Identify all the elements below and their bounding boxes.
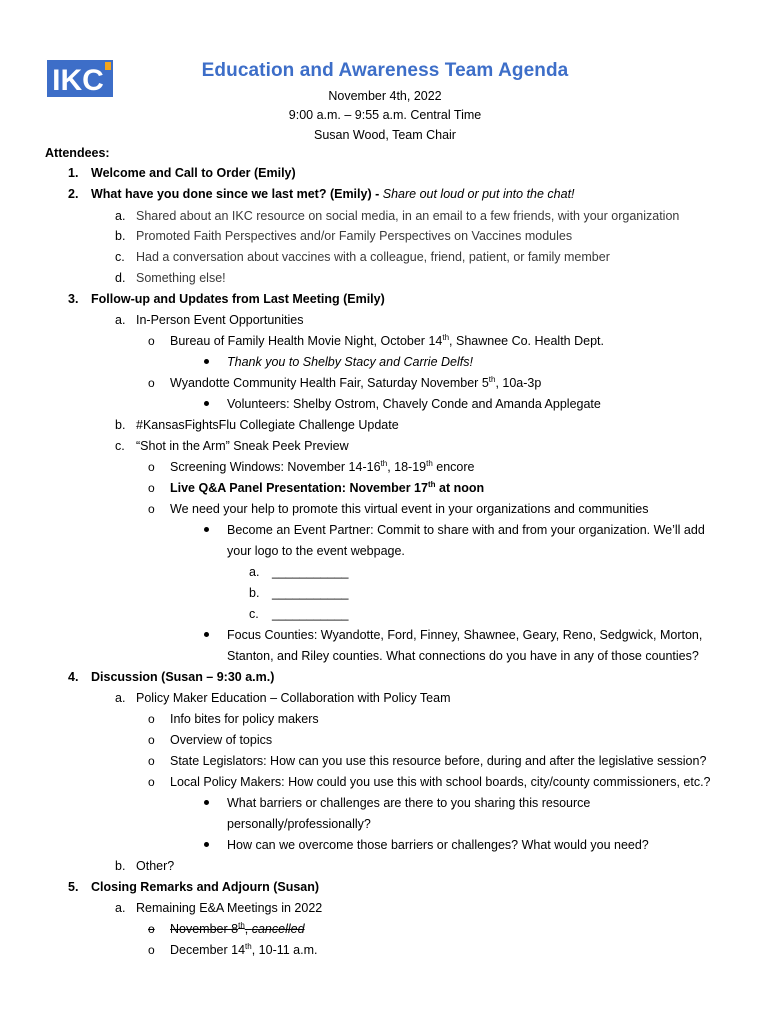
item-2b-letter: b. xyxy=(115,229,126,243)
item-2-text: What have you done since we last met? (Emily) - xyxy=(91,187,383,201)
blank-a-line: ___________ xyxy=(272,565,349,579)
item-4a-o2: Overview of topics xyxy=(170,733,273,747)
blank-c-line: ___________ xyxy=(272,607,349,621)
item-3a-o2-bullet: Volunteers: Shelby Ostrom, Chavely Conde and Amanda Applegate xyxy=(227,397,601,411)
logo-text: IKC xyxy=(52,64,104,97)
blank-b-letter: b. xyxy=(249,586,260,600)
circle-bullet: o xyxy=(148,733,155,747)
item-3a-letter: a. xyxy=(115,313,126,327)
item-3c-o2: Live Q&A Panel Presentation: November 17th at noon xyxy=(170,479,485,495)
circle-bullet: o xyxy=(148,502,155,516)
item-2c-text: Had a conversation about vaccines with a colleague, friend, patient, or family member xyxy=(136,250,610,264)
item-2d-text: Something else! xyxy=(136,271,226,285)
item-3c-bullet-2b: Stanton, and Riley counties. What connections do you have in any of those counties? xyxy=(227,649,699,663)
circle-bullet: o xyxy=(148,922,155,936)
item-4a-o1: Info bites for policy makers xyxy=(170,712,319,726)
item-4a-o4: Local Policy Makers: How could you use this with school boards, city/county commissioners, etc.? xyxy=(170,775,711,789)
item-3a-o2: Wyandotte Community Health Fair, Saturday November 5th, 10a-3p xyxy=(170,374,542,390)
item-2-line xyxy=(91,186,575,202)
item-3c-text: “Shot in the Arm” Sneak Peek Preview xyxy=(136,439,349,453)
item-3c-letter: c. xyxy=(115,439,125,453)
item-3b-letter: b. xyxy=(115,418,126,432)
item-2a-text: Shared about an IKC resource on social media, in an email to a few friends, with your organization xyxy=(136,209,680,223)
item-2-italic: Share out loud or put into the chat! xyxy=(382,187,575,201)
circle-bullet: o xyxy=(148,460,155,474)
item-4a-bullet-1b: personally/professionally? xyxy=(227,817,371,831)
circle-bullet: o xyxy=(148,943,155,957)
item-3-text: Follow-up and Updates from Last Meeting (Emily) xyxy=(91,292,385,306)
bullet-dot xyxy=(204,359,209,364)
circle-bullet: o xyxy=(148,334,155,348)
bullet-dot xyxy=(204,401,209,406)
item-4a-bullet-2: How can we overcome those barriers or challenges? What would you need? xyxy=(227,838,649,852)
item-4a-text: Policy Maker Education – Collaboration with Policy Team xyxy=(136,691,451,705)
meeting-date: November 4th, 2022 xyxy=(328,89,442,103)
circle-bullet: o xyxy=(148,712,155,726)
attendees-label: Attendees: xyxy=(45,146,110,160)
circle-bullet: o xyxy=(148,754,155,768)
circle-bullet: o xyxy=(148,775,155,789)
item-2b-text: Promoted Faith Perspectives and/or Family Perspectives on Vaccines modules xyxy=(136,229,573,243)
item-4b-text: Other? xyxy=(136,859,175,873)
item-2c-letter: c. xyxy=(115,250,125,264)
blank-b-line: ___________ xyxy=(272,586,349,600)
item-1-text: Welcome and Call to Order (Emily) xyxy=(91,166,296,180)
blank-a-letter: a. xyxy=(249,565,260,579)
team-chair: Susan Wood, Team Chair xyxy=(314,128,456,142)
item-4-text: Discussion (Susan – 9:30 a.m.) xyxy=(91,670,275,684)
item-4a-letter: a. xyxy=(115,691,126,705)
bullet-dot xyxy=(204,800,209,805)
item-3c-o1: Screening Windows: November 14-16th, 18-19th encore xyxy=(170,458,475,474)
item-4b-letter: b. xyxy=(115,859,126,873)
bullet-dot xyxy=(204,527,209,532)
bullet-dot xyxy=(204,632,209,637)
item-5a-letter: a. xyxy=(115,901,126,915)
item-4a-bullet-1a: What barriers or challenges are there to you sharing this resource xyxy=(227,796,591,810)
item-2a-letter: a. xyxy=(115,209,126,223)
item-4-number: 4. xyxy=(68,670,79,684)
item-4a-o3: State Legislators: How can you use this resource before, during and after the legislative session? xyxy=(170,754,707,768)
circle-bullet: o xyxy=(148,376,155,390)
item-5-text: Closing Remarks and Adjourn (Susan) xyxy=(91,880,320,894)
bullet-dot xyxy=(204,842,209,847)
item-3c-bullet-1b: your logo to the event webpage. xyxy=(227,544,405,558)
item-3c-bullet-2a: Focus Counties: Wyandotte, Ford, Finney, Shawnee, Geary, Reno, Sedgwick, Morton, xyxy=(227,628,703,642)
item-1-number: 1. xyxy=(68,166,79,180)
item-3a-o1-bullet: Thank you to Shelby Stacy and Carrie Delfs! xyxy=(227,355,473,369)
meeting-time: 9:00 a.m. – 9:55 a.m. Central Time xyxy=(288,108,482,122)
item-3c-o3: We need your help to promote this virtual event in your organizations and communities xyxy=(170,502,649,516)
item-3a-o1: Bureau of Family Health Movie Night, October 14th, Shawnee Co. Health Dept. xyxy=(170,332,604,348)
circle-bullet: o xyxy=(148,481,155,495)
item-3-number: 3. xyxy=(68,292,79,306)
item-3a-text: In-Person Event Opportunities xyxy=(136,313,304,327)
item-5-number: 5. xyxy=(68,880,79,894)
item-5a-o1-cancelled: November 8th, cancelled xyxy=(170,920,305,936)
item-2-number: 2. xyxy=(68,187,79,201)
page-title: Education and Awareness Team Agenda xyxy=(201,60,569,81)
item-5a-text: Remaining E&A Meetings in 2022 xyxy=(136,901,323,915)
item-5a-o2: December 14th, 10-11 a.m. xyxy=(170,941,318,957)
item-3c-bullet-1a: Become an Event Partner: Commit to share with and from your organization. We’ll add xyxy=(227,523,705,537)
item-3b-text: #KansasFightsFlu Collegiate Challenge Update xyxy=(136,418,399,432)
item-2d-letter: d. xyxy=(115,271,126,285)
blank-c-letter: c. xyxy=(249,607,259,621)
